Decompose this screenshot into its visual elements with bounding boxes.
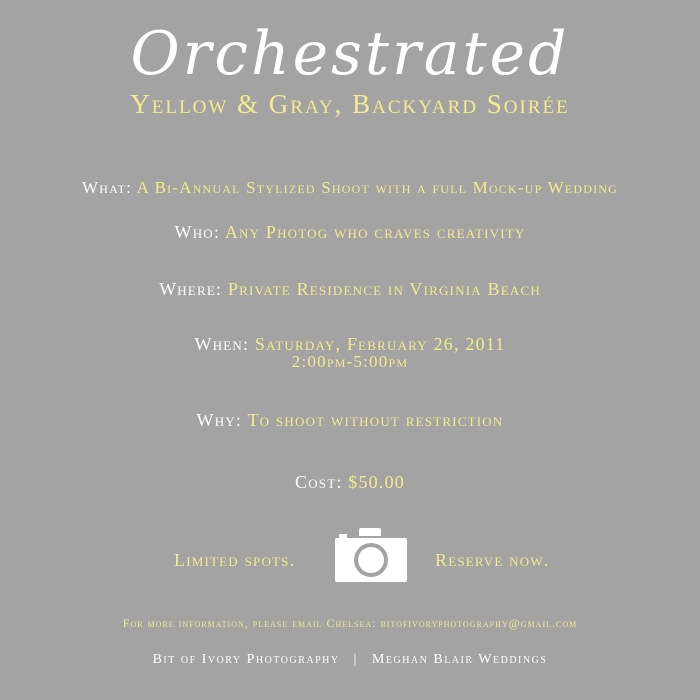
- detail-who-value: Any Photog who craves creativity: [224, 222, 526, 242]
- contact-info: For more information, please email Chelsea: bitofivoryphotography@gmail.com: [122, 616, 578, 630]
- detail-what: [0, 177, 700, 199]
- detail-what-value: A Bi-Annual Stylized Shoot with a full Mock-up Wedding: [136, 178, 619, 197]
- detail-when-value: Saturday, February 26, 2011: [254, 334, 506, 354]
- detail-who-label: Who:: [174, 222, 221, 242]
- limited-spots-text: Limited spots.: [174, 550, 296, 570]
- event-subtitle: Yellow & Gray, Backyard Soirée: [130, 89, 570, 119]
- detail-why-value: To shoot without restriction: [247, 410, 504, 430]
- detail-when-label: When:: [194, 334, 250, 354]
- detail-where: [0, 278, 700, 300]
- detail-cost-label: Cost:: [295, 472, 343, 492]
- detail-cost-value: $50.00: [348, 472, 405, 492]
- reserve-now-text: Reserve now.: [435, 550, 550, 570]
- detail-where-value: Private Residence in Virginia Beach: [227, 279, 541, 299]
- detail-what-label: What:: [81, 178, 133, 197]
- detail-where-label: Where:: [159, 279, 223, 299]
- footer-left-credit: Bit of Ivory Photography: [152, 652, 340, 667]
- detail-cost: [0, 471, 700, 493]
- footer-right-credit: Meghan Blair Weddings: [371, 652, 548, 667]
- camera-icon: [335, 526, 407, 582]
- event-title: Orchestrated: [130, 19, 570, 89]
- footer-credits: [0, 650, 700, 670]
- detail-when-time: 2:00pm-5:00pm: [291, 352, 409, 371]
- detail-why-label: Why:: [196, 410, 243, 430]
- detail-who: [0, 221, 700, 243]
- footer-separator: |: [353, 652, 358, 667]
- detail-why: [0, 409, 700, 431]
